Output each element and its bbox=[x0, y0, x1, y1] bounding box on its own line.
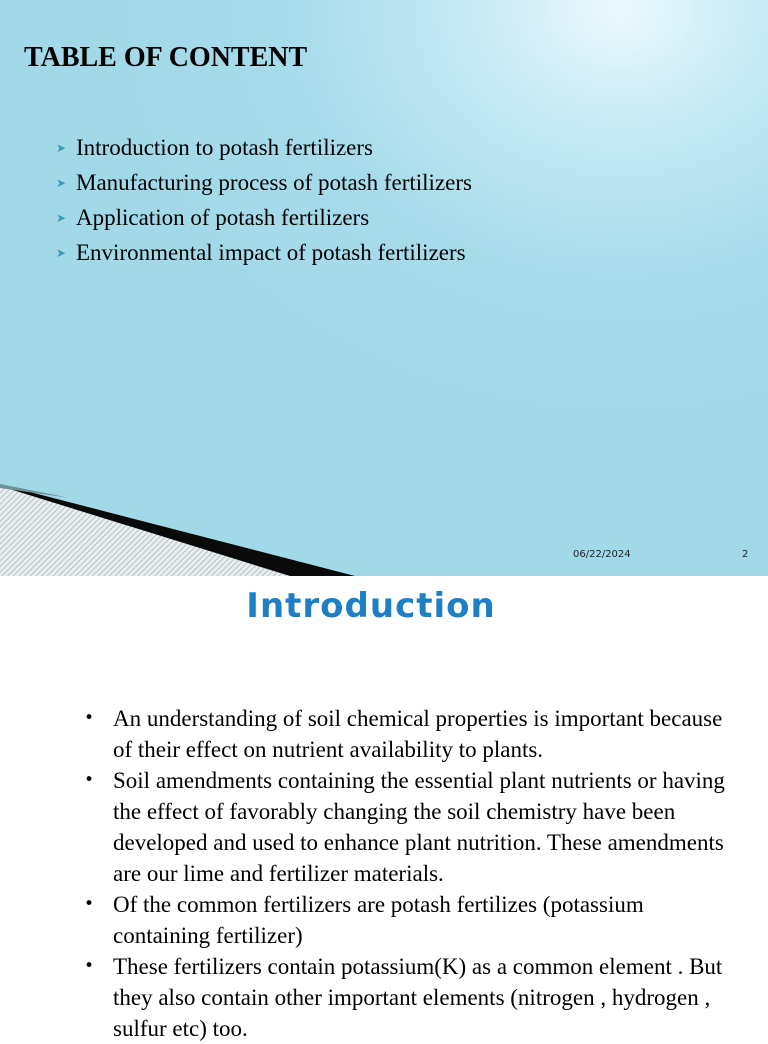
slide-introduction bbox=[0, 576, 768, 1041]
list-item-text: An understanding of soil chemical properties is important because of their effect on nutrient availability to plants. bbox=[113, 706, 723, 762]
slide-number: 2 bbox=[742, 549, 749, 560]
toc-item-application bbox=[56, 200, 472, 235]
arrow-bullet-icon: ➤ bbox=[56, 245, 67, 260]
slide-title: Introduction bbox=[246, 586, 496, 626]
toc-item-label: Introduction to potash fertilizers bbox=[76, 134, 374, 160]
toc-item-manufacturing bbox=[56, 165, 472, 200]
corner-decoration bbox=[0, 470, 360, 576]
toc-item-label: Manufacturing process of potash fertilizers bbox=[76, 169, 472, 195]
toc-item-environmental bbox=[56, 235, 472, 270]
dot-bullet-icon: • bbox=[84, 956, 95, 976]
list-item bbox=[84, 765, 734, 889]
list-item-text: Of the common fertilizers are potash fertilizes (potassium containing fertilizer) bbox=[113, 892, 644, 948]
dot-bullet-icon: • bbox=[84, 770, 95, 790]
toc-item-label: Application of potash fertilizers bbox=[76, 204, 370, 230]
list-item bbox=[84, 703, 734, 765]
arrow-bullet-icon: ➤ bbox=[56, 140, 67, 155]
arrow-bullet-icon: ➤ bbox=[56, 210, 67, 225]
toc-item-introduction bbox=[56, 130, 472, 165]
dot-bullet-icon: • bbox=[84, 708, 95, 728]
toc-item-label: Environmental impact of potash fertilizers bbox=[76, 239, 466, 265]
list-item-text: Soil amendments containing the essential plant nutrients or having the effect of favorably changing the soil chemistry have been developed and used to enhance plant nutrition. These amendments are our lime and fertilizer materials. bbox=[113, 768, 725, 886]
slide-date: 06/22/2024 bbox=[573, 549, 631, 560]
arrow-bullet-icon: ➤ bbox=[56, 175, 67, 190]
intro-bullet-list bbox=[84, 703, 734, 1044]
list-item bbox=[84, 951, 734, 1044]
list-item-text: These fertilizers contain potassium(K) as a common element . But they also contain other important elements (nitrogen , hydrogen , sulfur etc) too. bbox=[113, 954, 723, 1041]
dot-bullet-icon: • bbox=[84, 894, 95, 914]
toc-list bbox=[56, 130, 472, 270]
slide-title: TABLE OF CONTENT bbox=[24, 42, 308, 73]
list-item bbox=[84, 889, 734, 951]
